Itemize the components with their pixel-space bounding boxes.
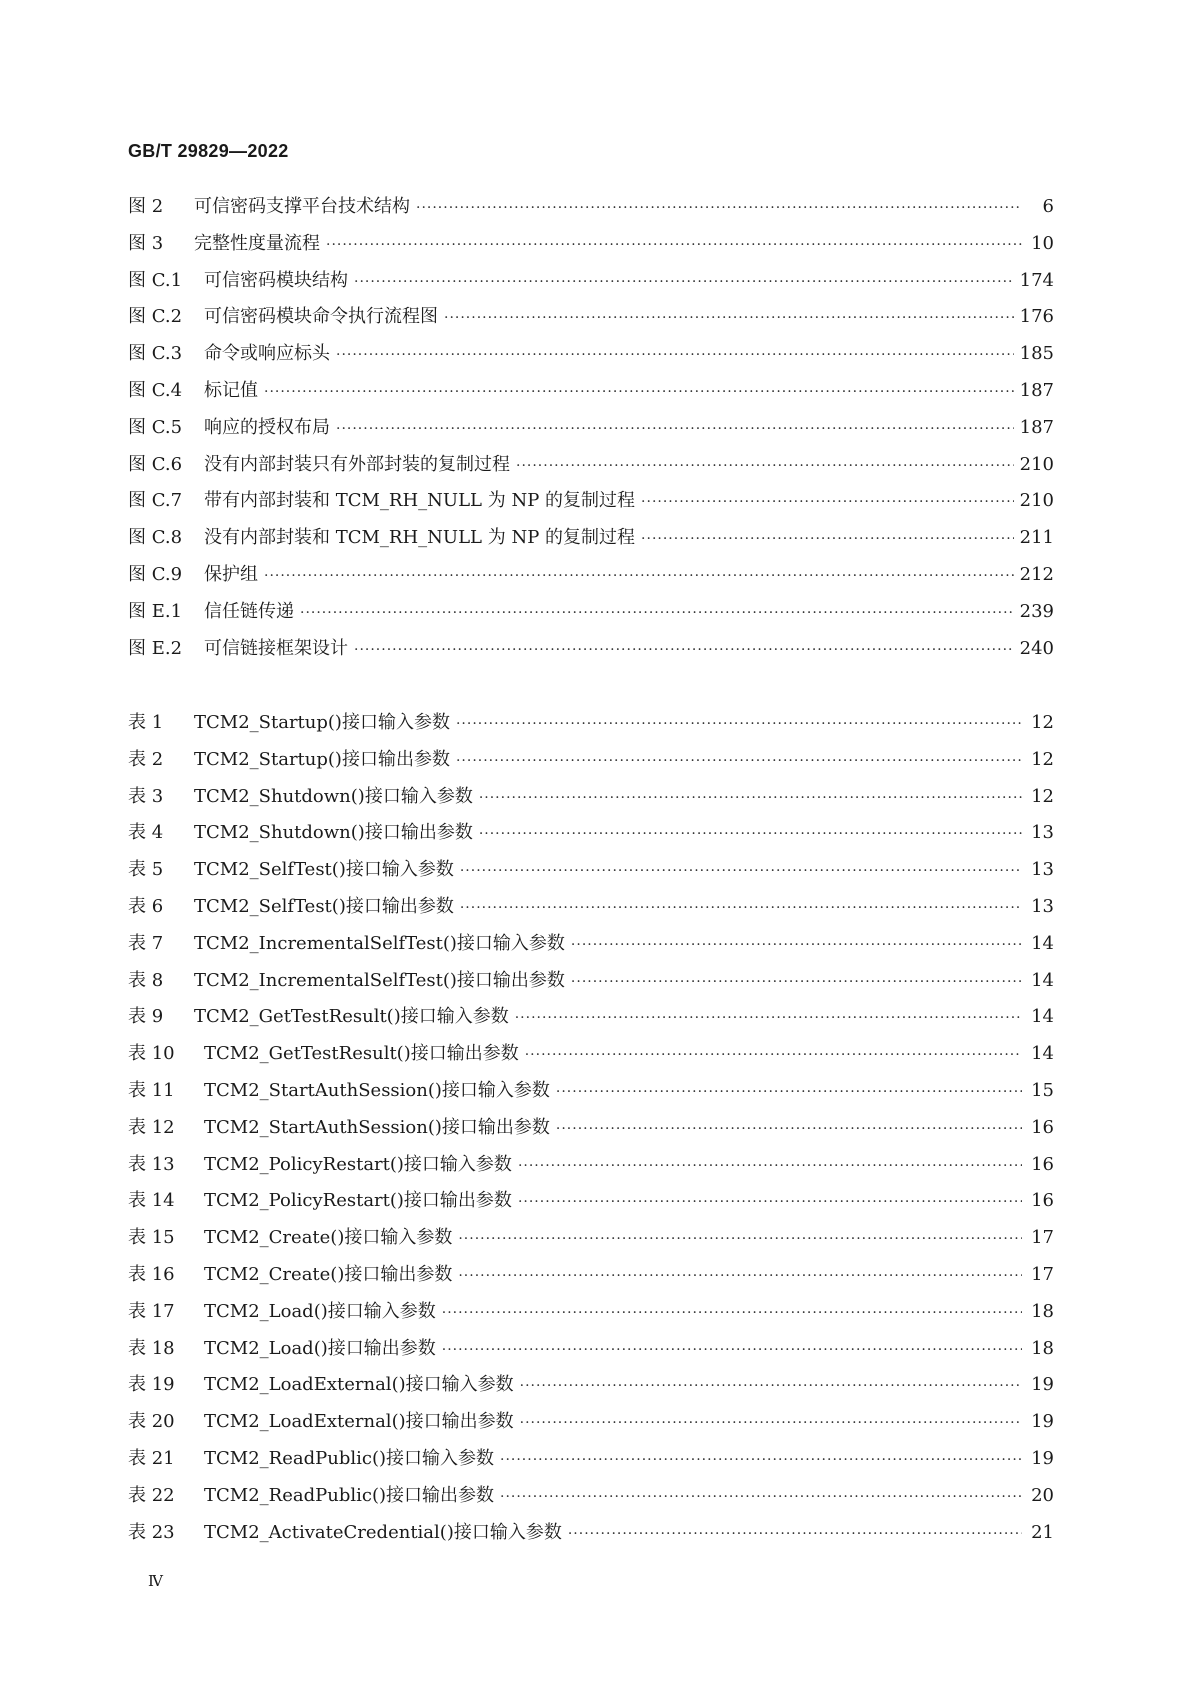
entry-label: 图 C.1: [128, 269, 183, 291]
entry-title: TCM2_StartAuthSession()接口输出参数: [204, 1116, 550, 1138]
entry-page: 20: [1031, 1484, 1054, 1506]
entry-title: TCM2_ActivateCredential()接口输入参数: [204, 1521, 562, 1543]
dot-leader: [520, 1415, 1022, 1431]
toc-entry-table[interactable]: [128, 855, 1054, 892]
entry-title: 带有内部封装和 TCM_RH_NULL 为 NP 的复制过程: [204, 490, 636, 512]
dot-leader: [518, 1158, 1022, 1174]
entry-page: 16: [1031, 1153, 1054, 1175]
entry-page: 12: [1031, 785, 1054, 807]
toc-entry-figure[interactable]: [128, 523, 1054, 560]
entry-label: 表 18: [128, 1337, 175, 1359]
toc-entry-table[interactable]: [128, 1334, 1054, 1371]
toc-entry-table[interactable]: [128, 1481, 1054, 1518]
toc-entry-figure[interactable]: [128, 192, 1054, 229]
entry-page: 174: [1019, 269, 1054, 291]
dot-leader: [336, 421, 1014, 437]
entry-page: 239: [1019, 600, 1054, 622]
entry-label: 图 C.5: [128, 416, 183, 438]
entry-page: 240: [1019, 637, 1054, 659]
dot-leader: [518, 1194, 1022, 1210]
dot-leader: [520, 1378, 1022, 1394]
entry-title: TCM2_ReadPublic()接口输入参数: [204, 1447, 494, 1469]
figure-list: [128, 192, 1054, 670]
entry-label: 图 C.3: [128, 343, 183, 365]
entry-title: TCM2_GetTestResult()接口输出参数: [204, 1043, 519, 1065]
toc-entry-figure[interactable]: [128, 376, 1054, 413]
toc-entry-table[interactable]: [128, 1260, 1054, 1297]
entry-title: 响应的授权布局: [204, 416, 330, 438]
entry-title: 可信密码支撑平台技术结构: [194, 196, 410, 217]
dot-leader: [571, 974, 1022, 990]
toc-entry-table[interactable]: [128, 1150, 1054, 1187]
entry-label: 图 E.1: [128, 600, 183, 622]
entry-title: TCM2_SelfTest()接口输入参数: [194, 859, 454, 881]
entry-page: 6: [1042, 196, 1054, 217]
toc-entry-table[interactable]: [128, 1039, 1054, 1076]
entry-title: TCM2_Create()接口输入参数: [204, 1227, 453, 1249]
entry-page: 18: [1031, 1337, 1054, 1359]
entry-title: 完整性度量流程: [194, 232, 320, 254]
entry-page: 13: [1031, 859, 1054, 881]
entry-label: 图 C.9: [128, 563, 183, 585]
entry-page: 13: [1031, 822, 1054, 844]
entry-title: TCM2_IncrementalSelfTest()接口输入参数: [194, 932, 565, 954]
entry-title: TCM2_Load()接口输入参数: [204, 1300, 436, 1322]
entry-title: TCM2_GetTestResult()接口输入参数: [194, 1006, 509, 1028]
entry-title: TCM2_PolicyRestart()接口输入参数: [204, 1153, 512, 1175]
dot-leader: [556, 1084, 1022, 1100]
entry-page: 210: [1019, 453, 1054, 475]
entry-label: 表 14: [128, 1190, 175, 1212]
dot-leader: [556, 1121, 1022, 1137]
entry-page: 185: [1019, 343, 1054, 365]
entry-page: 12: [1031, 712, 1054, 733]
dot-leader: [460, 900, 1022, 916]
entry-label: 图 C.7: [128, 490, 183, 512]
dot-leader: [641, 494, 1014, 510]
entry-label: 表 13: [128, 1153, 175, 1175]
table-list: [128, 708, 1054, 1554]
entry-page: 14: [1031, 1006, 1054, 1028]
entry-title: 没有内部封装只有外部封装的复制过程: [204, 453, 510, 475]
entry-title: 信任链传递: [204, 600, 294, 622]
dot-leader: [442, 1305, 1022, 1321]
dot-leader: [479, 826, 1022, 842]
dot-leader: [456, 753, 1022, 769]
entry-title: 可信链接框架设计: [204, 637, 348, 659]
toc-entry-figure[interactable]: [128, 266, 1054, 303]
dot-leader: [458, 1268, 1022, 1284]
dot-leader: [479, 790, 1022, 806]
dot-leader: [442, 1342, 1022, 1358]
dot-leader: [354, 274, 1014, 290]
dot-leader: [336, 347, 1014, 363]
entry-page: 19: [1031, 1411, 1054, 1433]
entry-label: 表 3: [128, 785, 164, 807]
entry-title: 标记值: [204, 379, 258, 401]
toc-entry-figure[interactable]: [128, 560, 1054, 597]
entry-label: 表 10: [128, 1043, 175, 1065]
entry-page: 16: [1031, 1116, 1054, 1138]
entry-title: TCM2_Startup()接口输出参数: [194, 748, 450, 770]
dot-leader: [444, 310, 1014, 326]
entry-title: TCM2_IncrementalSelfTest()接口输出参数: [194, 969, 565, 991]
toc-entry-table[interactable]: [128, 1370, 1054, 1407]
entry-label: 表 2: [128, 748, 164, 770]
toc-entry-figure[interactable]: [128, 486, 1054, 523]
entry-label: 表 21: [128, 1447, 175, 1469]
toc-entry-figure[interactable]: [128, 413, 1054, 450]
entry-label: 表 7: [128, 932, 164, 954]
entry-label: 表 17: [128, 1300, 175, 1322]
page-number: Ⅳ: [148, 1572, 163, 1590]
entry-label: 表 6: [128, 895, 164, 917]
toc-entry-table[interactable]: [128, 1186, 1054, 1223]
dot-leader: [300, 605, 1014, 621]
entry-page: 211: [1019, 527, 1054, 549]
dot-leader: [515, 1010, 1022, 1026]
toc-entry-figure[interactable]: [128, 229, 1054, 266]
toc-entry-table[interactable]: [128, 1407, 1054, 1444]
dot-leader: [568, 1526, 1022, 1542]
entry-page: 17: [1031, 1263, 1054, 1285]
toc-entry-figure[interactable]: [128, 450, 1054, 487]
entry-label: 表 20: [128, 1411, 175, 1433]
entry-title: 保护组: [204, 563, 258, 585]
toc-entry-figure[interactable]: [128, 339, 1054, 376]
dot-leader: [516, 458, 1014, 474]
dot-leader: [456, 716, 1022, 732]
dot-leader: [500, 1489, 1022, 1505]
entry-page: 14: [1031, 932, 1054, 954]
entry-page: 16: [1031, 1190, 1054, 1212]
toc-entry-table[interactable]: [128, 1297, 1054, 1334]
entry-page: 17: [1031, 1227, 1054, 1249]
entry-title: TCM2_Startup()接口输入参数: [194, 712, 450, 733]
dot-leader: [571, 937, 1022, 953]
entry-label: 表 12: [128, 1116, 175, 1138]
entry-title: TCM2_Create()接口输出参数: [204, 1263, 453, 1285]
toc-entry-table[interactable]: [128, 745, 1054, 782]
entry-label: 图 2: [128, 196, 164, 217]
dot-leader: [458, 1231, 1022, 1247]
entry-label: 表 15: [128, 1227, 175, 1249]
toc-entry-table[interactable]: [128, 929, 1054, 966]
entry-page: 15: [1031, 1079, 1054, 1101]
entry-title: TCM2_Load()接口输出参数: [204, 1337, 436, 1359]
dot-leader: [525, 1047, 1022, 1063]
entry-page: 18: [1031, 1300, 1054, 1322]
entry-page: 176: [1019, 306, 1054, 328]
entry-title: TCM2_ReadPublic()接口输出参数: [204, 1484, 494, 1506]
entry-title: TCM2_SelfTest()接口输出参数: [194, 895, 454, 917]
entry-page: 14: [1031, 969, 1054, 991]
entry-title: 命令或响应标头: [204, 343, 330, 365]
entry-label: 表 8: [128, 969, 164, 991]
entry-title: TCM2_PolicyRestart()接口输出参数: [204, 1190, 512, 1212]
entry-label: 图 C.2: [128, 306, 183, 328]
entry-label: 表 1: [128, 712, 164, 733]
toc-entry-table[interactable]: [128, 1113, 1054, 1150]
toc-entry-table[interactable]: [128, 818, 1054, 855]
entry-page: 19: [1031, 1374, 1054, 1396]
toc-entry-table[interactable]: [128, 1076, 1054, 1113]
entry-title: TCM2_Shutdown()接口输入参数: [194, 785, 473, 807]
entry-page: 210: [1019, 490, 1054, 512]
entry-title: TCM2_Shutdown()接口输出参数: [194, 822, 473, 844]
entry-label: 表 22: [128, 1484, 175, 1506]
dot-leader: [326, 237, 1022, 253]
entry-label: 表 9: [128, 1006, 164, 1028]
entry-page: 14: [1031, 1043, 1054, 1065]
entry-title: 可信密码模块结构: [204, 269, 348, 291]
dot-leader: [416, 200, 1022, 216]
entry-label: 图 C.6: [128, 453, 183, 475]
dot-leader: [641, 531, 1014, 547]
entry-label: 表 11: [128, 1079, 175, 1101]
toc-entry-table[interactable]: [128, 708, 1054, 745]
entry-title: TCM2_LoadExternal()接口输入参数: [204, 1374, 514, 1396]
entry-page: 19: [1031, 1447, 1054, 1469]
entry-page: 13: [1031, 895, 1054, 917]
entry-title: TCM2_StartAuthSession()接口输入参数: [204, 1079, 550, 1101]
entry-title: 没有内部封装和 TCM_RH_NULL 为 NP 的复制过程: [204, 527, 636, 549]
entry-label: 表 5: [128, 859, 164, 881]
dot-leader: [500, 1452, 1022, 1468]
entry-label: 表 16: [128, 1263, 175, 1285]
entry-label: 表 4: [128, 822, 164, 844]
entry-label: 图 C.4: [128, 379, 183, 401]
entry-page: 21: [1031, 1521, 1054, 1543]
toc-entry-figure[interactable]: [128, 302, 1054, 339]
entry-page: 187: [1019, 416, 1054, 438]
entry-label: 图 C.8: [128, 527, 183, 549]
entry-page: 12: [1031, 748, 1054, 770]
entry-label: 图 3: [128, 232, 164, 254]
standard-code: GB/T 29829—2022: [128, 141, 289, 161]
toc-entry-table[interactable]: [128, 1444, 1054, 1481]
entry-page: 187: [1019, 379, 1054, 401]
dot-leader: [264, 384, 1014, 400]
entry-label: 表 19: [128, 1374, 175, 1396]
dot-leader: [354, 642, 1014, 658]
entry-page: 10: [1031, 232, 1054, 254]
dot-leader: [460, 863, 1022, 879]
toc-entry-table[interactable]: [128, 1518, 1054, 1555]
toc-entry-table[interactable]: [128, 966, 1054, 1003]
entry-label: 表 23: [128, 1521, 175, 1543]
toc-entry-figure[interactable]: [128, 597, 1054, 634]
toc-entry-figure[interactable]: [128, 634, 1054, 671]
entry-title: 可信密码模块命令执行流程图: [204, 306, 438, 328]
toc-entry-table[interactable]: [128, 1223, 1054, 1260]
toc-entry-table[interactable]: [128, 1002, 1054, 1039]
dot-leader: [264, 568, 1014, 584]
toc-entry-table[interactable]: [128, 782, 1054, 819]
entry-label: 图 E.2: [128, 637, 183, 659]
entry-title: TCM2_LoadExternal()接口输出参数: [204, 1411, 514, 1433]
entry-page: 212: [1019, 563, 1054, 585]
toc-entry-table[interactable]: [128, 892, 1054, 929]
